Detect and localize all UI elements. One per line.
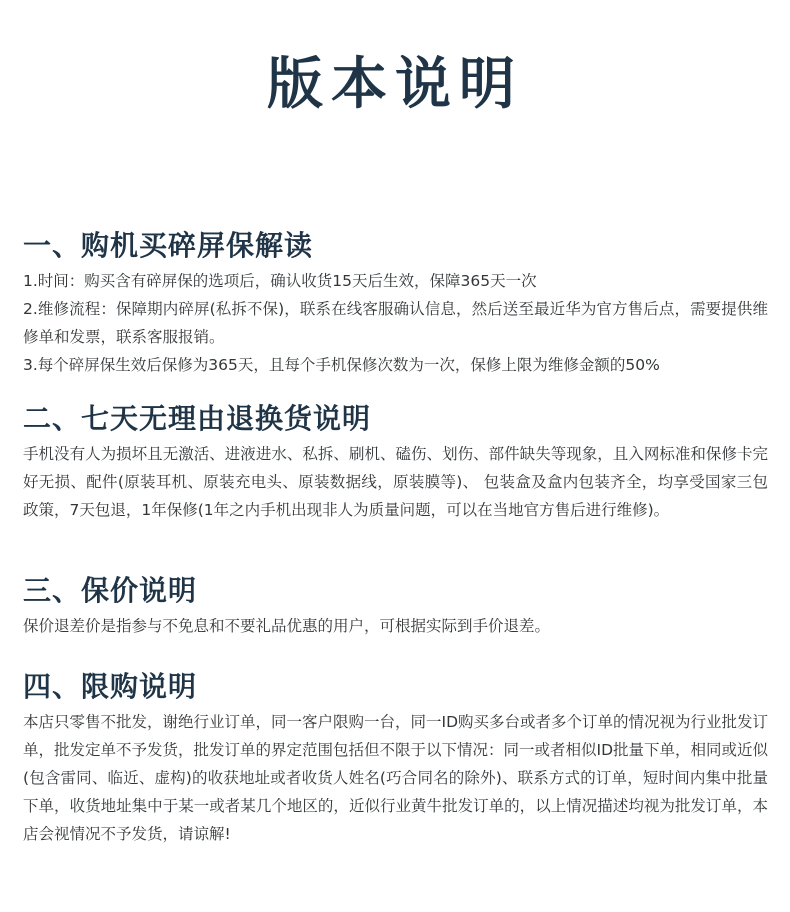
section-heading: 一、购机买碎屏保解读	[23, 229, 314, 262]
paragraph: 2.维修流程：保障期内碎屏(私拆不保)，联系在线客服确认信息，然后送至最近华为官方售后点，需要提供维修单和发票，联系客服报销。	[23, 300, 768, 346]
paragraph: 本店只零售不批发，谢绝行业订单，同一客户限购一台，同一ID购买多台或者多个订单的情况视为行业批发订单，批发定单不予发货，批发订单的界定范围包括但不限于以下情况：同一或者相似ID批量下单，相同或近似(包含雷同、临近、虚构)的收获地址或者收货人姓名(巧合同名的除外)、联系方式的订单，短时间内集中批量下单，收货地址集中于某一或者某几个地区的，近似行业黄牛批发订单的，以上情况描述均视为批发订单，本店会视情况不予发货，请谅解!	[23, 713, 769, 843]
section-heading: 四、限购说明	[23, 670, 198, 703]
section-body	[23, 708, 768, 848]
section-seven-day-return	[23, 401, 768, 524]
paragraph: 3.每个碎屏保生效后保修为365天，且每个手机保修次数为一次，保修上限为维修金额的50%	[23, 356, 660, 374]
section-heading: 二、七天无理由退换货说明	[23, 402, 372, 435]
section-body	[23, 267, 768, 379]
paragraph: 保价退差价是指参与不免息和不要礼品优惠的用户，可根据实际到手价退差。	[23, 617, 551, 635]
section-body	[23, 612, 768, 640]
section-price-protection	[23, 573, 768, 640]
page-title: 版本说明	[267, 52, 523, 117]
section-screen-protection	[23, 228, 768, 379]
section-purchase-limit	[23, 669, 768, 848]
section-heading: 三、保价说明	[23, 574, 198, 607]
section-body	[23, 440, 768, 524]
paragraph: 1.时间：购买含有碎屏保的选项后，确认收货15天后生效，保障365天一次	[23, 272, 537, 290]
paragraph: 手机没有人为损坏且无激活、进液进水、私拆、刷机、磕伤、划伤、部件缺失等现象，且入网标准和保修卡完好无损、配件(原装耳机、原装充电头、原装数据线，原装膜等)、 包装盒及盒内包装齐全，均享受国家三包政策，7天包退，1年保修(1年之内手机出现非人为质量问题，可以在当地官方售后进行维修)。	[23, 445, 768, 519]
